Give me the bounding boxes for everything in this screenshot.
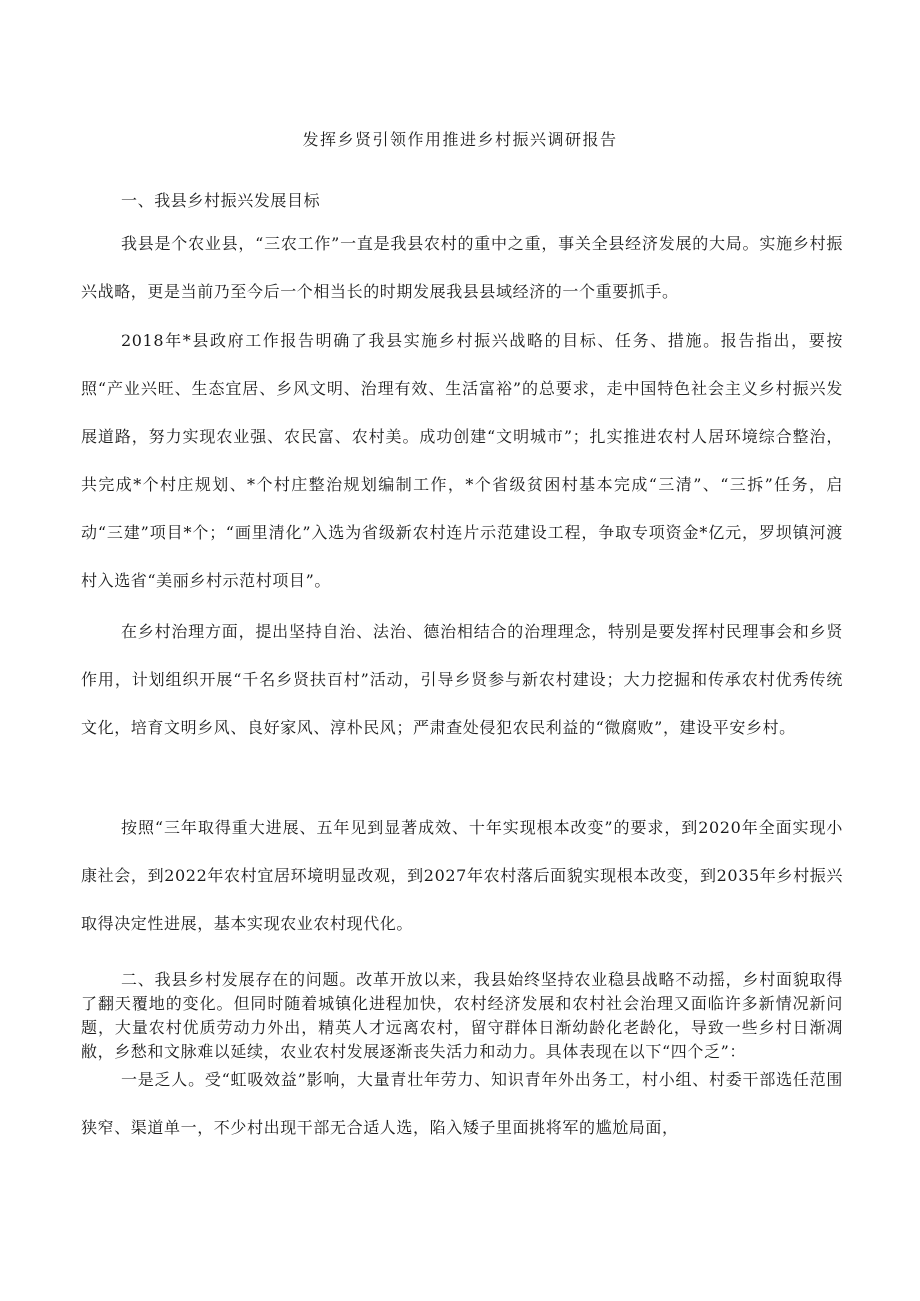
section-2-problems: 二、我县乡村发展存在的问题。改革开放以来，我县始终坚持农业稳县战略不动摇，乡村面貌取得了翻天覆地的变化。但同时随着城镇化进程加快，农村经济发展和农村社会治理又面临许多新情况新问题，大量农村优质劳动力外出，精英人才远离农村，留守群体日渐幼龄化老龄化，导致一些乡村日渐凋敝，乡愁和文脉难以延续，农业农村发展逐渐丧失活力和动力。具体表现在以下“四个乏”： [81, 970, 843, 1061]
section-heading-1: 一、我县乡村振兴发展目标 [121, 191, 321, 210]
paragraph-lack-of-people: 一是乏人。受“虹吸效益”影响，大量青壮年劳力、知识青年外出务工，村小组、村委干部选任范围狭窄、渠道单一，不少村出现干部无合适人选，陷入矮子里面挑将军的尴尬局面， [81, 1070, 843, 1137]
paragraph-timeline-goals: 按照“三年取得重大进展、五年见到显著成效、十年实现根本改变”的要求，到2020年全面实现小康社会，到2022年农村宜居环境明显改观，到2027年农村落后面貌实现根本改变，到2035年乡村振兴取得决定性进展，基本实现农业农村现代化。 [81, 818, 843, 933]
paragraph-intro: 我县是个农业县，“三农工作”一直是我县农村的重中之重，事关全县经济发展的大局。实施乡村振兴战略，更是当前乃至今后一个相当长的时期发展我县县域经济的一个重要抓手。 [81, 234, 843, 301]
document-title: 发挥乡贤引领作用推进乡村振兴调研报告 [302, 130, 618, 149]
paragraph-rural-governance: 在乡村治理方面，提出坚持自治、法治、德治相结合的治理理念，特别是要发挥村民理事会和乡贤作用，计划组织开展“千名乡贤扶百村”活动，引导乡贤参与新农村建设；大力挖掘和传承农村优秀传统文化，培育文明乡风、良好家风、淳朴民风；严肃查处侵犯农民利益的“微腐败”，建设平安乡村。 [81, 622, 843, 737]
paragraph-2018-report: 2018年*县政府工作报告明确了我县实施乡村振兴战略的目标、任务、措施。报告指出，要按照“产业兴旺、生态宜居、乡风文明、治理有效、生活富裕”的总要求，走中国特色社会主义乡村振兴发展道路，努力实现农业强、农民富、农村美。成功创建“文明城市”；扎实推进农村人居环境综合整治，共完成*个村庄规划、*个村庄整治规划编制工作，*个省级贫困村基本完成“三清”、“三拆”任务，启动“三建”项目*个；“画里清化”入选为省级新农村连片示范建设工程，争取专项资金*亿元，罗坝镇河渡村入选省“美丽乡村示范村项目”。 [81, 331, 843, 590]
